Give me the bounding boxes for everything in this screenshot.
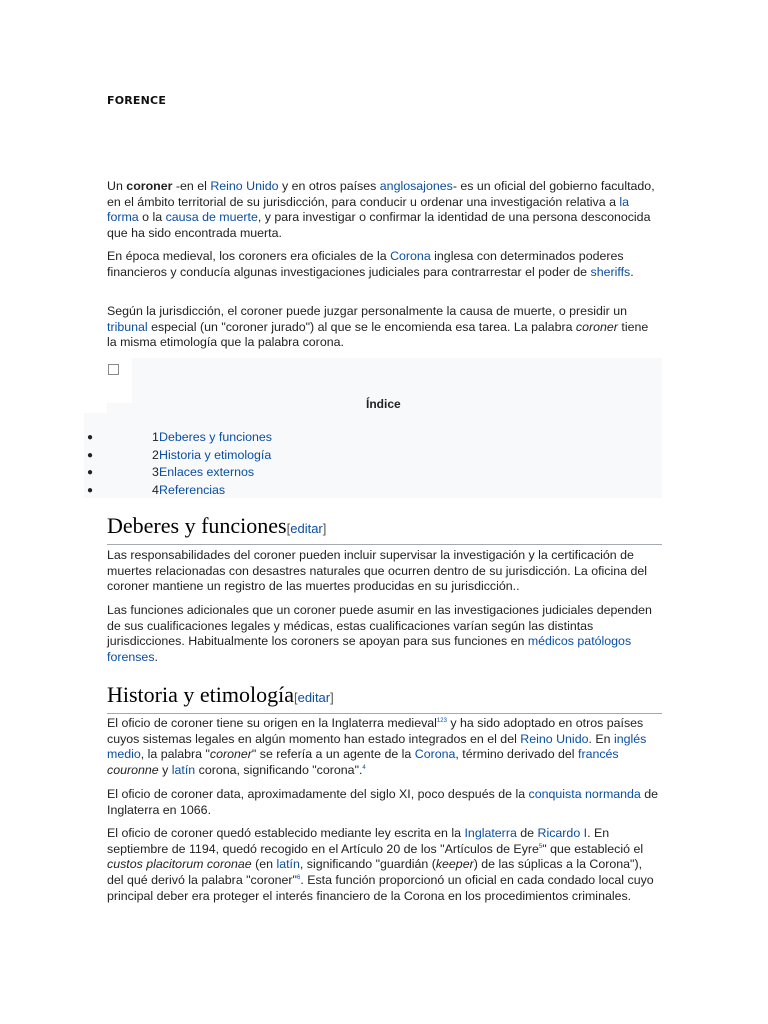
link-corona-2[interactable]: Corona — [414, 747, 456, 762]
section1-paragraph-2: Las funciones adicionales que un coroner puede asumir en las investigaciones judiciales dependen de sus cualificaciones legales y médicas, estas cualificaciones varían según las distintas jurisdicciones. Habitualmente los coroners se apoyan para sus funciones en médicos patólogos forenses. — [107, 603, 652, 665]
link-medicos-patologos[interactable]: médicos patólogos forenses — [107, 634, 632, 665]
link-latin[interactable]: latín — [171, 763, 196, 778]
link-la-forma[interactable]: la forma — [107, 194, 630, 225]
link-latin-2[interactable]: latín — [276, 857, 300, 872]
bullet-icon: ● — [87, 432, 94, 443]
edit-link-deberes[interactable]: editar — [290, 521, 323, 536]
bullet-icon: ● — [87, 484, 94, 496]
reference-marker[interactable]: 5 — [538, 843, 543, 850]
link-frances[interactable]: francés — [578, 747, 619, 762]
toc-link-historia[interactable]: Historia y etimología — [159, 447, 272, 462]
link-conquista-normanda[interactable]: conquista normanda — [528, 787, 641, 801]
toc-link-deberes[interactable]: Deberes y funciones — [159, 430, 272, 444]
edit-section-link: [editar] — [293, 690, 334, 705]
toc-item-number: 1 — [152, 430, 159, 444]
link-corona[interactable]: Corona — [390, 249, 431, 263]
intro-paragraph-3: Según la jurisdicción, el coroner puede juzgar personalmente la causa de muerte, o presidir un tribunal especial (un "coroner jurado") al que se le encomienda esa tarea. La palabra coroner tiene la misma etimología que la palabra corona. — [107, 304, 649, 350]
section2-paragraph-3: El oficio de coroner quedó establecido mediante ley escrita en la Inglaterra de Ricardo I. En septiembre de 1194, quedó recogido en el Artículo 20 de los "Artículos de Eyre$^5$" que estableció el custos placitorum coronae (en latín, significando "guardián (keeper) de las súplicas a la Corona"), del qué derivó la palabra "coroner"$^6$. Esta función proporcionó un oficial en cada condado local cuyo principal deber era proteger el interés financiero de la Corona en los procedimientos criminales. — [107, 826, 654, 903]
link-anglosajones[interactable]: anglosajones — [379, 179, 453, 193]
link-ricardo-i[interactable]: Ricardo I — [537, 826, 588, 840]
link-sheriffs[interactable]: sheriffs — [590, 264, 631, 279]
link-tribunal[interactable]: tribunal — [107, 319, 148, 334]
reference-marker[interactable]: 123 — [436, 717, 447, 724]
section-heading-historia: Historia y etimología[editar] — [107, 682, 662, 714]
link-inglaterra[interactable]: Inglaterra — [464, 826, 517, 840]
edit-link-historia[interactable]: editar — [297, 690, 331, 705]
toc-link-referencias[interactable]: Referencias — [159, 482, 226, 497]
section2-paragraph-2: El oficio de coroner data, aproximadamente del siglo XI, poco después de la conquista normanda de Inglaterra en 1066. — [107, 787, 659, 817]
section-heading-deberes: Deberes y funciones[editar] — [107, 513, 662, 545]
link-ingles-medio[interactable]: inglés medio — [107, 731, 647, 762]
toc-item-number: 2 — [152, 447, 159, 462]
intro-paragraph-2: En época medieval, los coroners era oficiales de la Corona inglesa con determinados poderes financieros y conducía algunas investigaciones judiciales para contrarrestar el poder de sheriffs. — [107, 249, 634, 279]
reference-marker[interactable]: 4 — [362, 764, 366, 771]
link-reino-unido-2[interactable]: Reino Unido — [520, 731, 589, 746]
toc-item-number: 4 — [152, 482, 159, 497]
link-reino-unido[interactable]: Reino Unido — [210, 179, 279, 193]
edit-section-link: [editar] — [286, 521, 327, 536]
section1-paragraph-1: Las responsabilidades del coroner pueden incluir supervisar la investigación y la certificación de muertes relacionadas con desastres naturales que ocurren dentro de su jurisdicción. La oficina del coroner mantiene un registro de las muertes producidas en su jurisdicción.. — [107, 548, 647, 594]
term-coroner: coroner — [126, 179, 173, 193]
reference-marker[interactable]: 6 — [296, 874, 301, 881]
link-causa-de-muerte[interactable]: causa de muerte — [165, 210, 258, 225]
bullet-icon: ● — [87, 467, 94, 478]
toc-item-number: 3 — [152, 465, 159, 479]
document-title: FORENCE — [107, 94, 167, 107]
bullet-icon: ● — [87, 449, 94, 461]
intro-paragraph-1: Un coroner -en el Reino Unido y en otros países anglosajones- es un oficial del gobierno facultado, en el ámbito territorial de su jurisdicción, para conducir u ordenar una investigación relativa a la forma o la causa de muerte, y para investigar o confirmar la identidad de una persona desconocida que ha sido encontrada muerta. — [107, 179, 655, 241]
toc-toggle-checkbox[interactable] — [108, 364, 119, 375]
section2-paragraph-1: El oficio de coroner tiene su origen en la Inglaterra medieval$^{123}$ y ha sido adoptado en otros países cuyos sistemas legales en algún momento han estado integrados en el del Reino Unido. En inglés medio, la palabra "coroner" se refería a un agente de la Corona, término derivado del francés couronne y latín corona, significando "corona".$^4$ — [107, 716, 647, 778]
toc-title: Índice — [366, 397, 401, 411]
toc-link-enlaces[interactable]: Enlaces externos — [159, 465, 255, 479]
